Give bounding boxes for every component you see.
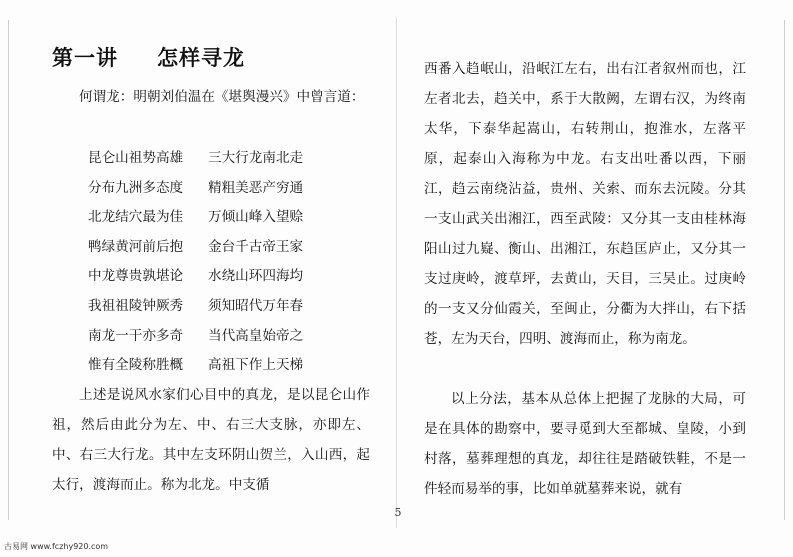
right-paragraph-2: 以上分法，基本从总体上把握了龙脉的大局，可是在具体的勘察中，要寻觅到大至都城、皇陵，小到村落，墓葬理想的真龙，却往往是踏破铁鞋，不是一件轻而易举的事，比如单就墓葬来说，就有 <box>424 391 746 497</box>
poem-line <box>88 203 368 233</box>
site-watermark: 古易网 www.fczhy920.com <box>4 542 109 551</box>
poem-line <box>88 292 368 322</box>
poem-verse-left: 昆仑山祖势高雄 <box>88 150 184 166</box>
book-gutter <box>396 18 397 528</box>
poem-verse-left: 中龙尊贵孰堪论 <box>88 268 184 285</box>
chapter-title <box>52 42 245 72</box>
poem-verse-right: 三大行龙南北走 <box>208 150 304 166</box>
poem-verse-right: 精粗美恶产穷通 <box>208 179 304 196</box>
intro-paragraph: 何谓龙：明朝刘伯温在《堪舆漫兴》中曾言道： <box>79 89 365 105</box>
poem-verse-left: 我祖祖陵钟厥秀 <box>88 297 184 314</box>
chapter-heading: 怎样寻龙 <box>157 45 245 70</box>
poem-verse-right: 高祖下作上天梯 <box>208 357 304 374</box>
poem-verse-left: 分布九洲多态度 <box>88 179 184 196</box>
poem-verse-right: 水绕山环四海均 <box>208 268 304 285</box>
right-paragraph-1: 西番入趋岷山，沿岷江左右，出右江者叙州而也，江左者北去，趋关中，系于大散阙，左谓右汉，为终南太华，下泰华起嵩山，右转荆山，抱淮水，左落平原，起泰山入海称为中龙。右支出吐番以西，下丽江，趋云南绕沾益，贵州、关索、而东去沅陵。分其一支山武关出湘江，西至武陵：又分其一支由桂林海阳山过九嶷、衡山、出湘江，东趋匡庐止，又分其一支过庚岭，渡草坪，去黄山，天目，三吴止。过庚岭的一支又分仙霞关，至闽止，分衢为大拌山，右下括苍，左为天台，四明、渡海而止，称为南龙。 <box>424 61 746 347</box>
page-number: 5 <box>394 506 402 519</box>
poem-verse-left: 南龙一干亦多奇 <box>88 327 184 344</box>
poem-verse-right: 万倾山峰入望赊 <box>208 209 304 226</box>
left-page-edge <box>8 20 9 520</box>
poem-verse-left: 惟有全陵称胜概 <box>88 357 184 374</box>
poem-line <box>88 322 368 352</box>
poem-verse-right: 须知昭代万年春 <box>208 297 304 314</box>
poem-verse-left: 北龙结穴最为佳 <box>88 209 184 226</box>
poem-line <box>88 262 368 292</box>
right-page-edge <box>784 20 785 520</box>
poem-verse-right: 当代高皇始帝之 <box>208 327 304 344</box>
poem-line <box>88 233 368 263</box>
poem-verse-right: 金台千古帝王家 <box>208 238 304 255</box>
poem-line <box>88 351 368 381</box>
poem-line <box>88 174 368 204</box>
chapter-number: 第一讲 <box>52 45 118 70</box>
poem-block <box>88 144 368 381</box>
left-body-paragraph: 上述是说风水家们心目中的真龙，是以昆仑山作祖，然后由此分为左、中、右三大支脉，亦即左、中、右三大行龙。其中左支环阴山贺兰，入山西，起太行，渡海而止。称为北龙。中支循 <box>52 387 370 493</box>
poem-verse-left: 鸭绿黄河前后抱 <box>88 238 184 255</box>
poem-line <box>88 144 368 174</box>
